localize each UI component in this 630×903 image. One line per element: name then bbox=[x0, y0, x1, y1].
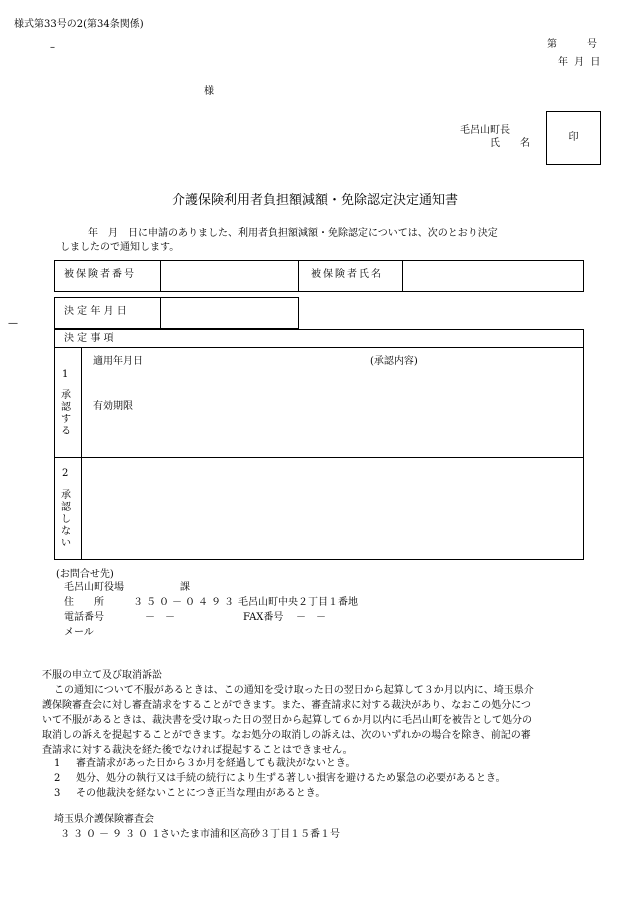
council-name: 埼玉県介護保険審査会 bbox=[54, 814, 154, 825]
appeal-item-3-number: 3 bbox=[54, 788, 61, 799]
contact-phone-value: － － bbox=[145, 612, 175, 623]
addressee-suffix: 様 bbox=[204, 86, 214, 97]
contact-fax-label: FAX番号 bbox=[243, 612, 284, 623]
appeal-item-1-number: 1 bbox=[54, 758, 61, 769]
intro-line-2: しましたので通知します。 bbox=[60, 242, 180, 253]
appeal-item-3-text: その他裁決を経ないことにつき正当な理由があるとき。 bbox=[76, 788, 326, 799]
document-title: 介護保険利用者負担額減額・免除認定決定通知書 bbox=[171, 193, 458, 208]
seal-box bbox=[546, 111, 601, 165]
contact-fax-value: － － bbox=[296, 612, 326, 623]
reject-number: 2 bbox=[62, 468, 69, 479]
contact-address: 毛呂山町中央２丁目１番地 bbox=[238, 597, 358, 608]
decision-date-label: 決 定 年 月 日 bbox=[64, 306, 127, 317]
valid-period-label: 有効期限 bbox=[93, 401, 133, 412]
insured-name-label: 被保険者氏名 bbox=[311, 269, 383, 280]
appeal-line-1: この通知について不服があるときは、この通知を受け取った日の翌日から起算して３か月以内に、埼玉県介 bbox=[54, 685, 534, 696]
appeal-item-2-number: 2 bbox=[54, 773, 61, 784]
council-postal: ３３０－９３０１ bbox=[60, 829, 164, 840]
appeal-item-1-text: 審査請求があった日から３か月を経過しても裁決がないとき。 bbox=[76, 758, 356, 769]
appeal-line-3: いて不服があるときは、裁決書を受け取った日の翌日から起算して６か月以内に毛呂山町を被告として処分の bbox=[42, 715, 532, 726]
approve-number: 1 bbox=[62, 369, 69, 380]
appeal-line-4: 取消しの訴えを提起することができます。なお処分の取消しの訴えは、次のいずれかの場合を除き、前記の審 bbox=[42, 730, 531, 741]
contact-office: 毛呂山町役場 bbox=[64, 582, 124, 593]
mayor-title: 毛呂山町長 bbox=[460, 125, 510, 136]
reject-label: 承認しない bbox=[61, 490, 71, 549]
approval-content-label: (承認内容) bbox=[370, 356, 418, 367]
left-margin-mark: — bbox=[8, 318, 18, 329]
seal-label: 印 bbox=[568, 131, 579, 143]
approve-label: 承認する bbox=[61, 390, 71, 437]
contact-address-label: 住 所 bbox=[64, 597, 104, 608]
issue-date-label: 年 月 日 bbox=[558, 57, 601, 68]
appeal-heading: 不服の申立て及び取消訴訟 bbox=[42, 670, 162, 681]
document-number-label: 第 号 bbox=[547, 39, 597, 50]
appeal-line-5: 査請求に対する裁決を経た後でなければ提起することはできません。 bbox=[42, 745, 353, 756]
form-number: 様式第33号の2(第34条関係) bbox=[14, 19, 144, 30]
contact-postal-code: ３５０－０４９３ bbox=[133, 597, 237, 608]
contact-heading: (お問合せ先) bbox=[56, 569, 114, 580]
mayor-name-label: 氏 名 bbox=[490, 138, 530, 149]
contact-email-label: メール bbox=[64, 627, 94, 638]
decision-items-label: 決 定 事 項 bbox=[64, 333, 114, 344]
appeal-item-2-text: 処分、処分の執行又は手続の続行により生ずる著しい損害を避けるため緊急の必要があるとき。 bbox=[76, 773, 506, 784]
contact-section: 課 bbox=[180, 582, 190, 593]
appeal-line-2: 護保険審査会に対し審査請求をすることができます。また、審査請求に対する裁決があり、なおこの処分につ bbox=[42, 700, 531, 711]
intro-line-1: 年 月 日に申請のありました、利用者負担額減額・免除認定については、次のとおり決定 bbox=[88, 228, 498, 239]
apply-date-label: 適用年月日 bbox=[93, 356, 143, 367]
council-address: さいたま市浦和区高砂３丁目１５番１号 bbox=[160, 829, 340, 840]
contact-phone-label: 電話番号 bbox=[64, 612, 104, 623]
insured-number-label: 被保険者番号 bbox=[64, 269, 136, 280]
top-dash: – bbox=[50, 42, 55, 53]
